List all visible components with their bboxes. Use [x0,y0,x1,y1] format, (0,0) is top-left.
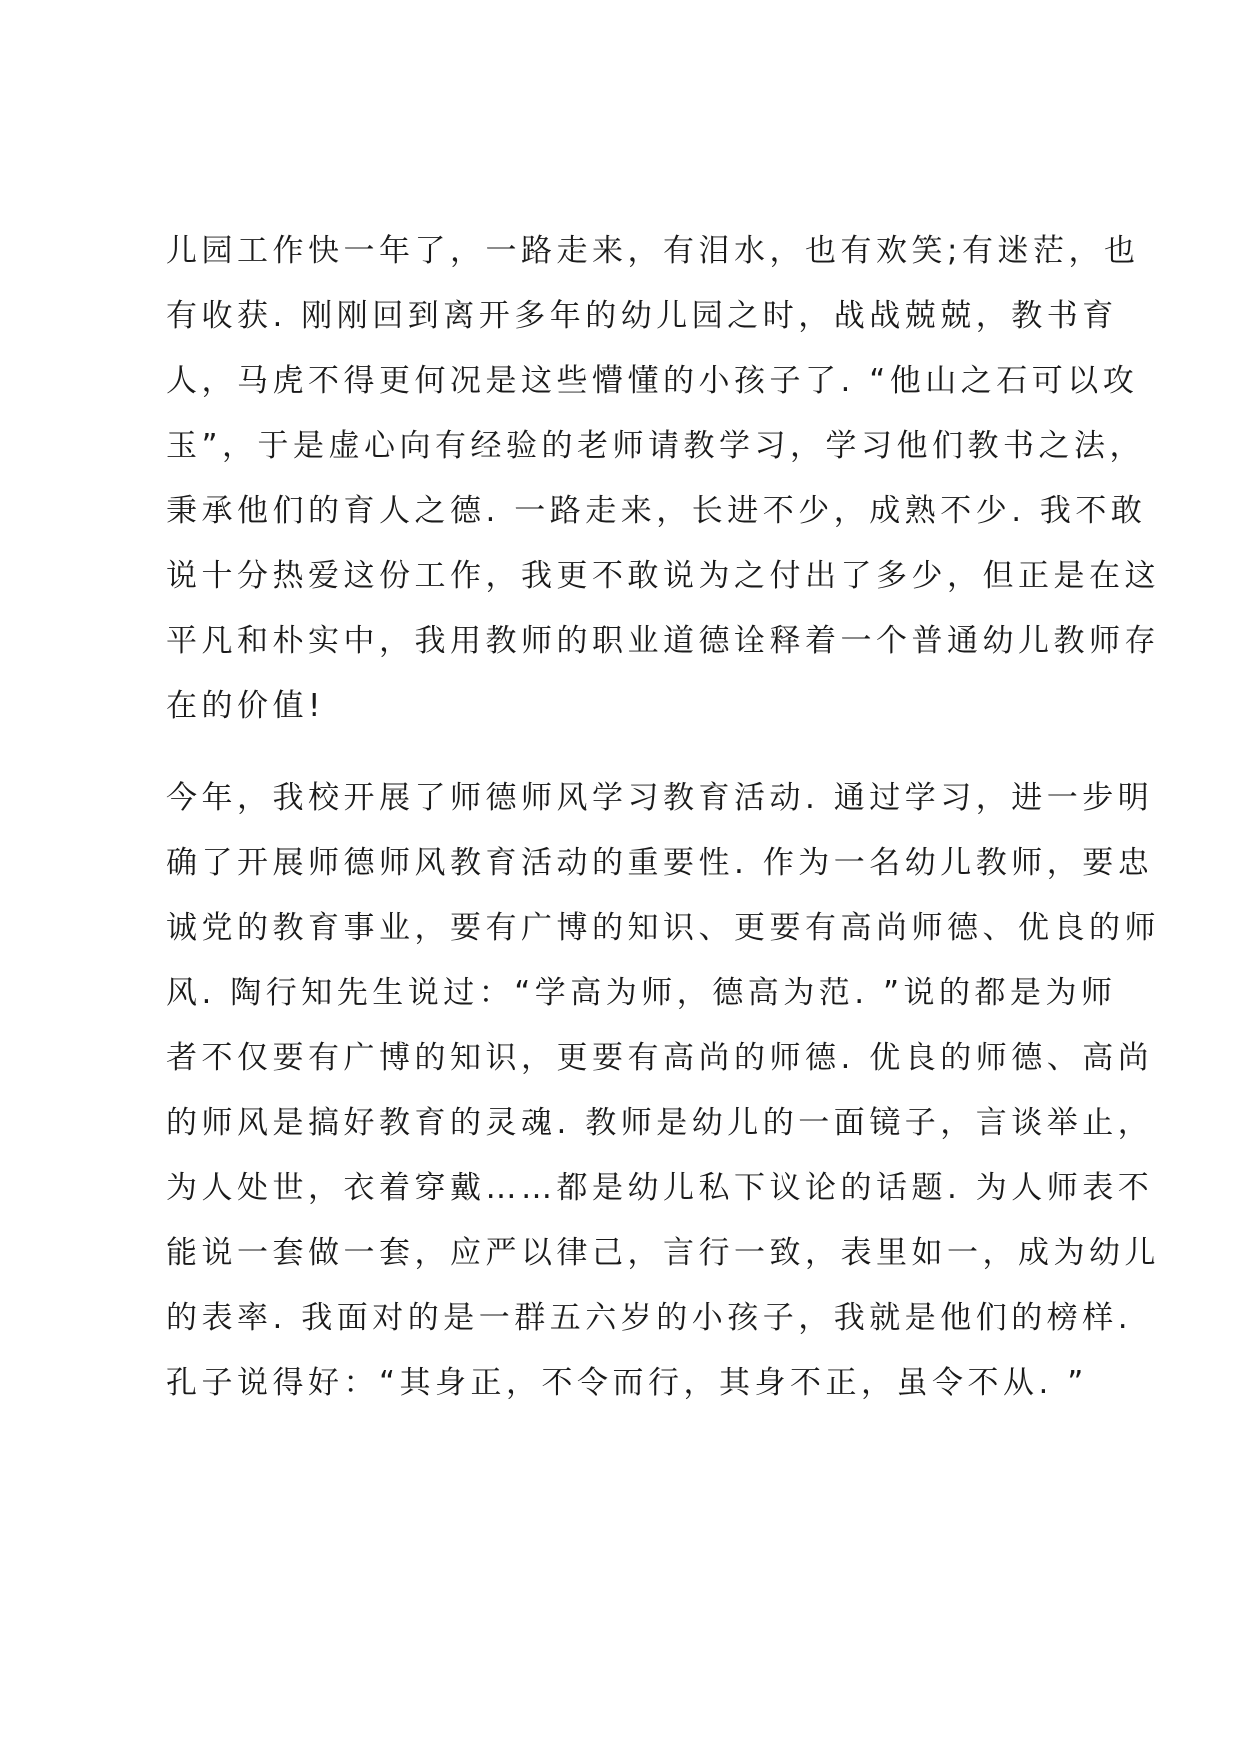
text-line: 诚党的教育事业，要有广博的知识、更要有高尚师德、优良的师 [166,910,1160,946]
text-line: 说十分热爱这份工作，我更不敢说为之付出了多少，但正是在这 [166,558,1160,594]
text-line: 孔子说得好：“其身正，不令而行，其身不正，虽令不从. ” [166,1365,1088,1401]
text-line: 能说一套做一套，应严以律己，言行一致，表里如一，成为幼儿 [166,1235,1160,1271]
text-line: 者不仅要有广博的知识，更要有高尚的师德. 优良的师德、高尚 [166,1040,1154,1076]
text-line: 确了开展师德师风教育活动的重要性. 作为一名幼儿教师，要忠 [166,845,1154,881]
text-line: 的表率. 我面对的是一群五六岁的小孩子，我就是他们的榜样. [166,1300,1133,1336]
text-line: 秉承他们的育人之德. 一路走来，长进不少，成熟不少. 我不敢 [166,493,1147,529]
text-line: 在的价值! [166,688,325,724]
text-line: 玉”，于是虚心向有经验的老师请教学习，学习他们教书之法， [166,428,1146,464]
text-line: 的师风是搞好教育的灵魂. 教师是幼儿的一面镜子，言谈举止， [166,1105,1154,1141]
text-line: 人，马虎不得更何况是这些懵懂的小孩子了. “他山之石可以攻 [166,363,1139,399]
text-line: 为人处世，衣着穿戴……都是幼儿私下议论的话题. 为人师表不 [166,1170,1154,1206]
text-line: 今年，我校开展了师德师风学习教育活动. 通过学习，进一步明 [166,780,1154,816]
text-line: 风. 陶行知先生说过：“学高为师，德高为范. ”说的都是为师 [166,975,1117,1011]
paragraph-2 [166,766,1160,1416]
paragraph-1 [166,219,1160,739]
text-line: 平凡和朴实中，我用教师的职业道德诠释着一个普通幼儿教师存 [166,623,1160,659]
text-line: 儿园工作快一年了，一路走来，有泪水，也有欢笑;有迷茫，也 [166,233,1140,269]
text-line: 有收获. 刚刚回到离开多年的幼儿园之时，战战兢兢，教书育 [166,298,1118,334]
